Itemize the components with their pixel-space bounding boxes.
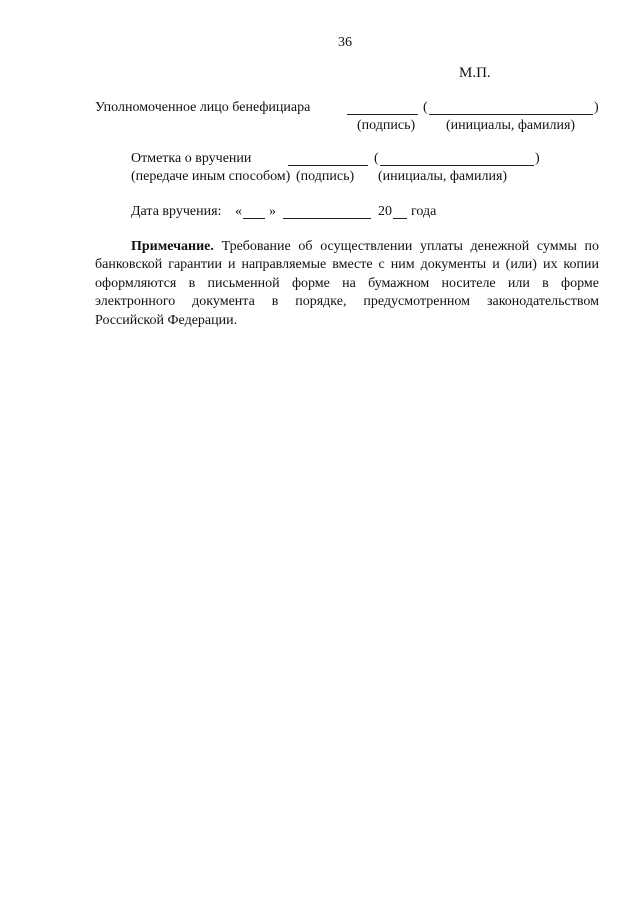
year-blank <box>393 204 407 219</box>
signature-blank <box>347 100 418 115</box>
name-caption: (инициалы, фамилия) <box>378 169 508 184</box>
signature-blank <box>288 151 368 166</box>
note-text: Требование об осуществлении уплаты денежной суммы по банковской гарантии и направляемые вместе с ним документы и (или) их копии оформляются в письменной форме на бумажном носителе или в форме электронного документа в порядке, предусмотренном законодательством Российской Федерации. <box>95 239 600 328</box>
signature-caption: (подпись) <box>357 118 416 133</box>
note-heading: Примечание. <box>131 239 214 254</box>
month-blank <box>283 204 371 219</box>
day-blank <box>243 204 265 219</box>
open-paren: ( <box>374 151 379 166</box>
delivery-label: Отметка о вручении <box>131 151 252 166</box>
year-suffix: года <box>411 204 437 219</box>
name-caption: (инициалы, фамилия) <box>446 118 576 133</box>
signature-caption: (подпись) <box>296 169 355 184</box>
close-quote: » <box>269 204 276 219</box>
close-paren: ) <box>535 151 540 166</box>
open-paren: ( <box>423 100 428 115</box>
close-paren: ) <box>594 100 599 115</box>
year-prefix: 20 <box>378 204 392 219</box>
name-blank <box>380 151 534 166</box>
page-number: 36 <box>338 35 352 50</box>
delivery-label-line2: (передаче иным способом) <box>131 169 291 184</box>
note-paragraph <box>95 238 599 330</box>
open-quote: « <box>235 204 242 219</box>
date-label: Дата вручения: <box>131 204 222 219</box>
stamp-label: М.П. <box>459 65 491 81</box>
beneficiary-label: Уполномоченное лицо бенефициара <box>95 100 311 115</box>
name-blank <box>429 100 593 115</box>
